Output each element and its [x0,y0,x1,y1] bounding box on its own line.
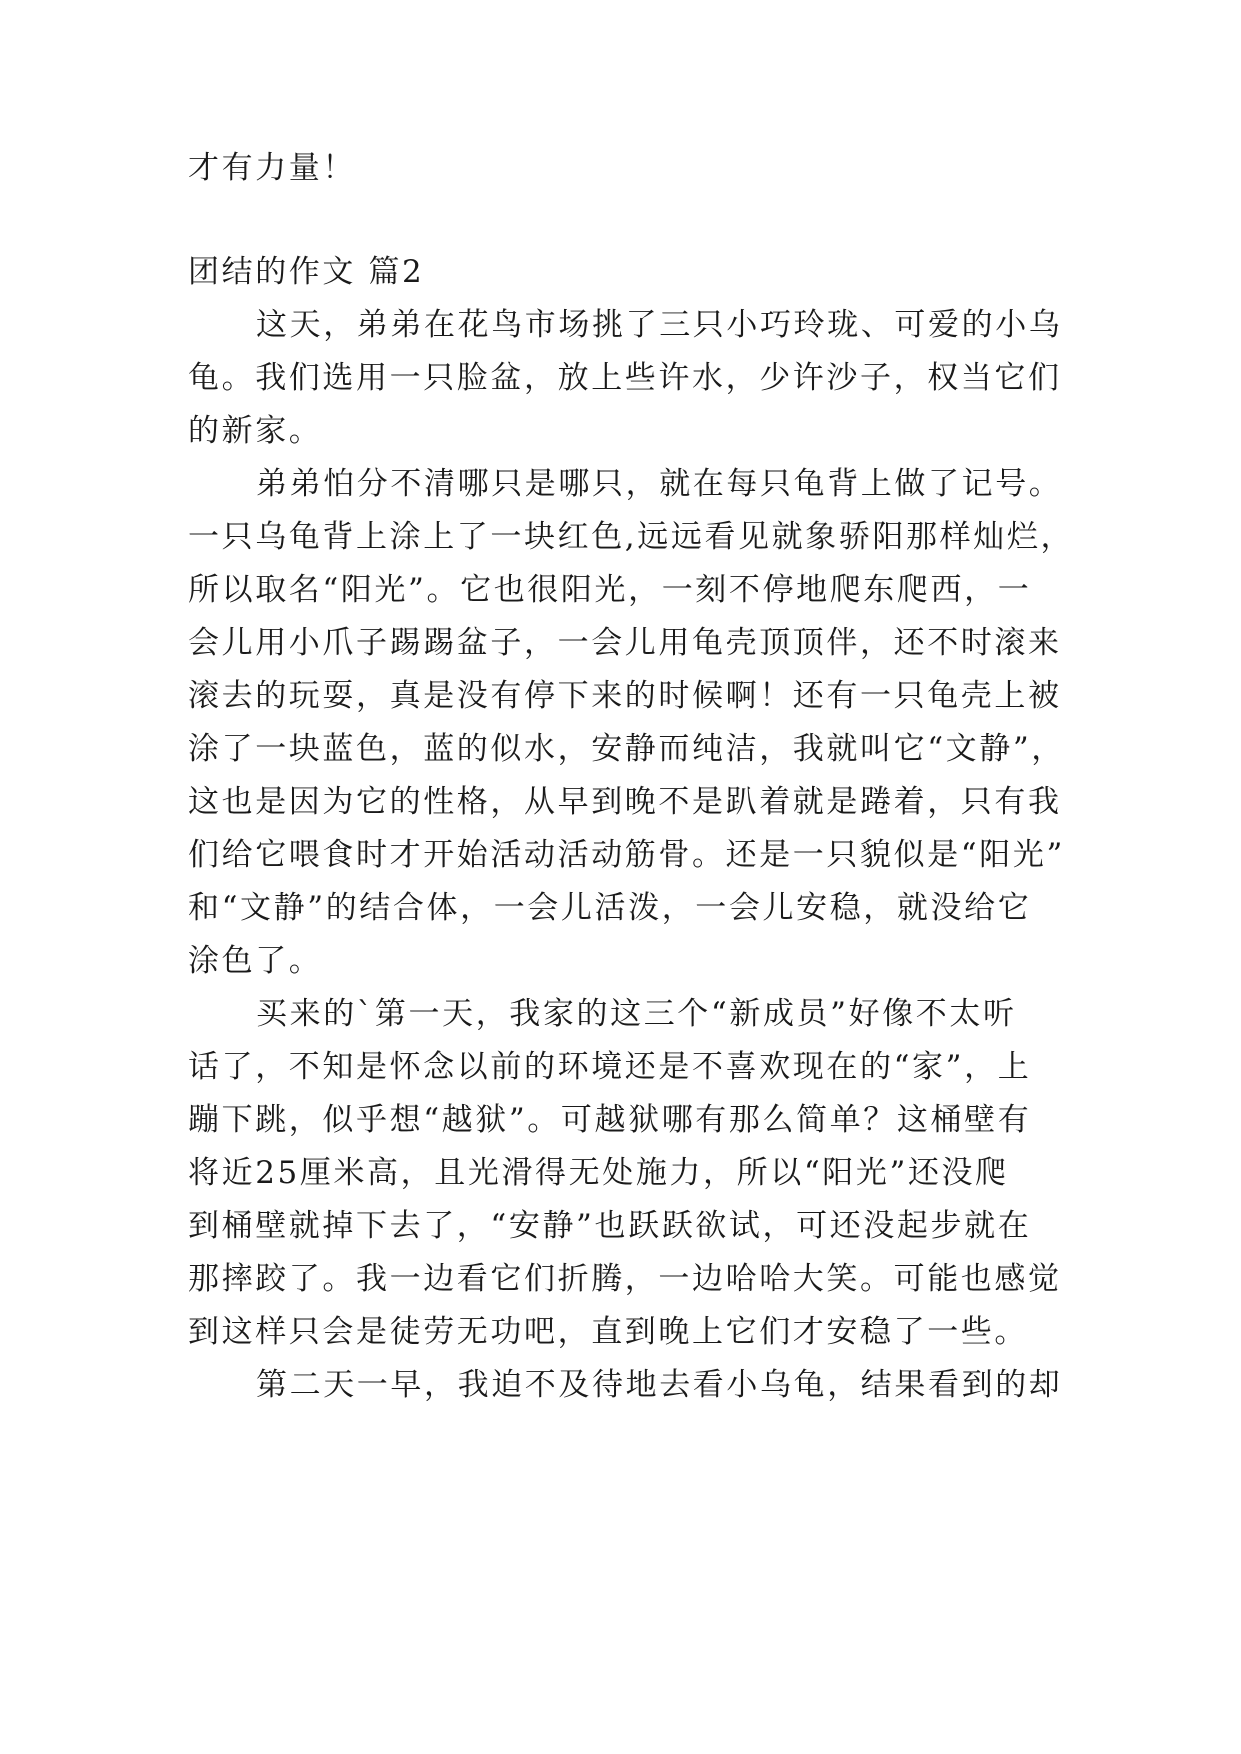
text-line: 涂色了。 [188,943,323,979]
text-line: 话了，不知是怀念以前的环境还是不喜欢现在的“家”，上 [188,1049,1032,1085]
text-line: 一只乌龟背上涂上了一块红色,远远看见就象骄阳那样灿烂， [188,519,1075,555]
text-line: 这也是因为它的性格，从早到晚不是趴着就是踡着，只有我 [188,784,1062,820]
text-line: 到桶壁就掉下去了，“安静”也跃跃欲试，可还没起步就在 [188,1208,1032,1244]
text-line: 涂了一块蓝色，蓝的似水，安静而纯洁，我就叫它“文静”， [188,731,1065,767]
text-line: 买来的`第一天，我家的这三个“新成员”好像不太听 [256,996,1017,1032]
text-line: 第二天一早，我迫不及待地去看小乌龟，结果看到的却 [256,1367,1063,1403]
essay-heading: 团结的作文 篇2 [188,254,425,290]
text-line: 龟。我们选用一只脸盆，放上些许水，少许沙子，权当它们 [188,360,1062,396]
text-line: 滚去的玩耍，真是没有停下来的时候啊！还有一只龟壳上被 [188,678,1062,714]
text-line: 会儿用小爪子踢踢盆子，一会儿用龟壳顶顶伴，还不时滚来 [188,625,1062,661]
text-line: 的新家。 [188,413,323,449]
text-line: 到这样只会是徒劳无功吧，直到晚上它们才安稳了一些。 [188,1314,1028,1350]
text-line: 弟弟怕分不清哪只是哪只，就在每只龟背上做了记号。 [256,466,1063,502]
text-line: 蹦下跳，似乎想“越狱”。可越狱哪有那么简单？这桶壁有 [188,1102,1032,1138]
text-line: 将近25厘米高，且光滑得无处施力，所以“阳光”还没爬 [188,1155,1009,1191]
text-line: 那摔跤了。我一边看它们折腾，一边哈哈大笑。可能也感觉 [188,1261,1062,1297]
text-line: 所以取名“阳光”。它也很阳光，一刻不停地爬东爬西，一 [188,572,1032,608]
text-line: 和“文静”的结合体，一会儿活泼，一会儿安稳，就没给它 [188,890,1032,926]
text-line: 们给它喂食时才开始活动活动筋骨。还是一只貌似是“阳光” [188,837,1065,873]
paragraph-tail: 才有力量！ [188,150,356,186]
text-line: 这天，弟弟在花鸟市场挑了三只小巧玲珑、可爱的小乌 [256,307,1063,343]
